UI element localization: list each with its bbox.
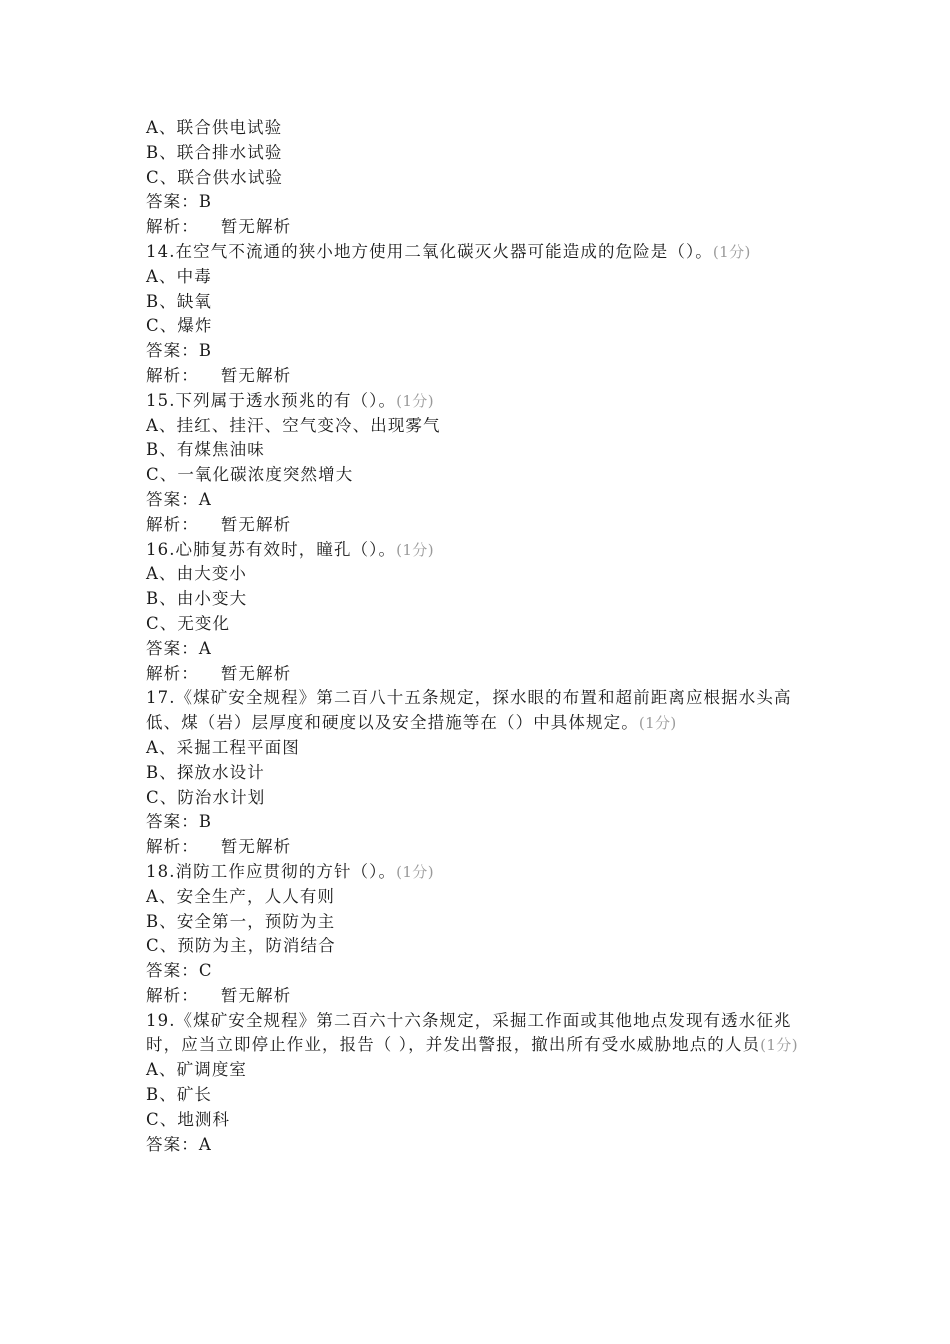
option-b: B、由小变大 [146, 589, 248, 609]
score: (1分) [638, 714, 677, 733]
analysis-label: 解析： [146, 985, 199, 1005]
analysis-label: 解析： [146, 837, 199, 857]
option-b: B、安全第一，预防为主 [146, 911, 336, 931]
question-16 [146, 538, 810, 687]
analysis-value: 暂无解析 [220, 217, 292, 237]
analysis-label: 解析： [146, 663, 199, 683]
analysis-value: 暂无解析 [220, 514, 292, 534]
exam-content [146, 116, 810, 1157]
answer-value: B [198, 341, 213, 361]
stem-text: 15.下列属于透水预兆的有（）。 [146, 390, 397, 410]
option-a: A、挂红、挂汗、空气变冷、出现雾气 [146, 415, 441, 435]
analysis-line [146, 835, 810, 860]
analysis-label: 解析： [146, 365, 199, 385]
analysis-value: 暂无解析 [220, 663, 292, 683]
stem-text: 18.消防工作应贯彻的方针（）。 [146, 861, 397, 881]
stem-text: 14.在空气不流通的狭小地方使用二氧化碳灭火器可能造成的危险是（）。 [146, 241, 713, 261]
question-15 [146, 389, 810, 538]
question-14 [146, 240, 810, 389]
answer-line [146, 810, 810, 835]
score: (1分) [396, 540, 434, 559]
option-c: C、一氧化碳浓度突然增大 [146, 465, 354, 485]
question-stem [146, 1009, 810, 1059]
question-stem [146, 538, 810, 563]
answer-line [146, 959, 810, 984]
stem-text: 19.《煤矿安全规程》第二百六十六条规定，采掘工作面或其他地点发现有透水征兆时，应当立即停止作业，报告（ ），并发出警报，撤出所有受水威胁地点的人员 [146, 1010, 792, 1055]
answer-label: 答案： [146, 812, 199, 832]
answer-value: A [198, 1134, 212, 1154]
option-a: A、安全生产，人人有则 [146, 886, 336, 906]
question-19 [146, 1009, 810, 1158]
answer-label: 答案： [146, 489, 199, 509]
answer-line [146, 190, 810, 215]
question-stem [146, 240, 810, 265]
answer-label: 答案： [146, 341, 199, 361]
option-c: C、地测科 [146, 1109, 231, 1129]
option-b: B、探放水设计 [146, 762, 265, 782]
analysis-label: 解析： [146, 217, 199, 237]
option-c: C、预防为主，防消结合 [146, 936, 336, 956]
option-c: C、无变化 [146, 613, 231, 633]
answer-value: A [198, 638, 212, 658]
question-18 [146, 860, 810, 1009]
option-a: A、由大变小 [146, 564, 248, 584]
option-b: B、缺氧 [146, 291, 213, 311]
option-b: B、联合排水试验 [146, 142, 283, 162]
question-stem [146, 389, 810, 414]
analysis-line [146, 364, 810, 389]
answer-line [146, 339, 810, 364]
answer-label: 答案： [146, 961, 199, 981]
question-13-continued [146, 116, 810, 240]
option-b: B、矿长 [146, 1085, 213, 1105]
answer-line [146, 488, 810, 513]
answer-label: 答案： [146, 192, 199, 212]
score: (1分) [396, 862, 434, 881]
score: (1分) [712, 242, 751, 261]
stem-text: 17.《煤矿安全规程》第二百八十五条规定，探水眼的布置和超前距离应根据水头高低、煤（岩）层厚度和硬度以及安全措施等在（）中具体规定。 [146, 688, 792, 733]
answer-line [146, 1133, 810, 1158]
answer-label: 答案： [146, 1134, 199, 1154]
question-17 [146, 686, 810, 860]
answer-value: C [198, 961, 213, 981]
answer-value: B [198, 812, 213, 832]
analysis-line [146, 662, 810, 687]
option-c: C、防治水计划 [146, 787, 266, 807]
option-a: A、采掘工程平面图 [146, 737, 300, 757]
option-b: B、有煤焦油味 [146, 440, 265, 460]
analysis-value: 暂无解析 [220, 985, 292, 1005]
analysis-line [146, 513, 810, 538]
answer-label: 答案： [146, 638, 199, 658]
option-a: A、中毒 [146, 266, 212, 286]
option-c: C、爆炸 [146, 316, 213, 336]
answer-value: B [198, 192, 213, 212]
score: (1分) [760, 1036, 798, 1055]
analysis-value: 暂无解析 [220, 365, 292, 385]
answer-value: A [198, 489, 212, 509]
analysis-value: 暂无解析 [220, 837, 292, 857]
option-c: C、联合供水试验 [146, 167, 283, 187]
question-stem [146, 860, 810, 885]
analysis-label: 解析： [146, 514, 199, 534]
option-a: A、矿调度室 [146, 1060, 248, 1080]
analysis-line [146, 215, 810, 240]
question-stem [146, 686, 810, 736]
stem-text: 16.心肺复苏有效时，瞳孔（）。 [146, 539, 397, 559]
option-a: A、联合供电试验 [146, 118, 283, 137]
score: (1分) [396, 391, 434, 410]
answer-line [146, 637, 810, 662]
analysis-line [146, 984, 810, 1009]
